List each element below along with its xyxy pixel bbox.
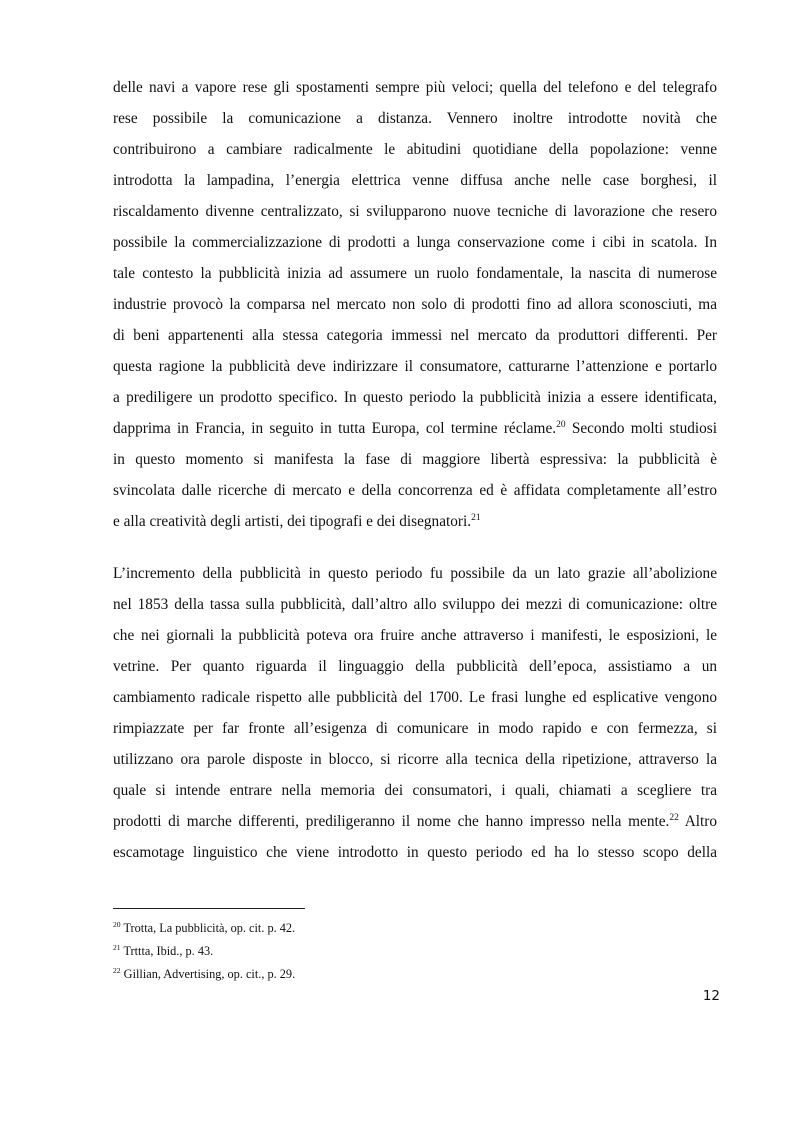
text-segment: prodotti di marche differenti, prediligeranno il nome che hanno impresso nella mente.	[113, 813, 670, 830]
text-line	[113, 811, 717, 833]
text-line: che nei giornali la pubblicità poteva ora fruire anche attraverso i manifesti, le esposizioni, le	[113, 627, 717, 644]
text-segment: Altro	[678, 813, 717, 830]
footnote-22	[113, 966, 295, 982]
text-segment: e alla creatività degli artisti, dei tipografi e dei disegnatori.	[113, 513, 472, 530]
text-line: possibile la commercializzazione di prodotti a lunga conservazione come i cibi in scatola. In	[113, 234, 717, 251]
footnote-number: 21	[113, 942, 121, 952]
footnote-ref-20[interactable]: 20	[556, 419, 566, 430]
text-segment: Secondo molti studiosi	[565, 420, 717, 437]
footnote-21	[113, 943, 213, 959]
text-line: contribuirono a cambiare radicalmente le abitudini quotidiane della popolazione: venne	[113, 141, 717, 158]
text-line: rese possibile la comunicazione a distanza. Vennero inoltre introdotte novità che	[113, 110, 717, 127]
text-segment: dapprima in Francia, in seguito in tutta Europa, col termine réclame.	[113, 420, 557, 437]
footnote-text: Trttta, Ibid., p. 43.	[120, 944, 214, 958]
text-line	[113, 511, 717, 533]
footnote-number: 22	[113, 965, 121, 975]
text-line: industrie provocò la comparsa nel mercato non solo di prodotti fino ad allora sconosciuti, ma	[113, 296, 717, 313]
footnote-20	[113, 920, 295, 936]
text-line: svincolata dalle ricerche di mercato e della concorrenza ed è affidata completamente all’estro	[113, 482, 717, 499]
page-number: 12	[702, 988, 720, 1004]
text-line: escamotage linguistico che viene introdotto in questo periodo ed ha lo stesso scopo della	[113, 844, 717, 861]
text-line: utilizzano ora parole disposte in blocco, si ricorre alla tecnica della ripetizione, attraverso la	[113, 751, 717, 768]
text-line: di beni appartenenti alla stessa categoria immessi nel mercato da produttori differenti. Per	[113, 327, 717, 344]
footnote-ref-21[interactable]: 21	[471, 512, 481, 523]
footnote-text: Trotta, La pubblicità, op. cit. p. 42.	[120, 921, 296, 935]
text-line: L’incremento della pubblicità in questo periodo fu possibile da un lato grazie all’abolizione	[113, 565, 717, 582]
footnote-text: Gillian, Advertising, op. cit., p. 29.	[120, 967, 296, 981]
footnote-number: 20	[113, 919, 121, 929]
text-line: cambiamento radicale rispetto alle pubblicità del 1700. Le frasi lunghe ed esplicative vengono	[113, 689, 717, 706]
footnote-separator	[113, 908, 305, 909]
text-line: introdotta la lampadina, l’energia elettrica venne diffusa anche nelle case borghesi, il	[113, 172, 717, 189]
text-line: nel 1853 della tassa sulla pubblicità, dall’altro allo sviluppo dei mezzi di comunicazione: oltre	[113, 596, 717, 613]
text-line: questa ragione la pubblicità deve indirizzare il consumatore, catturarne l’attenzione e portarlo	[113, 358, 717, 375]
text-line: vetrine. Per quanto riguarda il linguaggio della pubblicità dell’epoca, assistiamo a un	[113, 658, 717, 675]
text-line: in questo momento si manifesta la fase di maggiore libertà espressiva: la pubblicità è	[113, 451, 717, 468]
text-line: a prediligere un prodotto specifico. In questo periodo la pubblicità inizia a essere identificata,	[113, 389, 717, 406]
text-line: quale si intende entrare nella memoria dei consumatori, i quali, chiamati a scegliere tra	[113, 782, 717, 799]
text-line: delle navi a vapore rese gli spostamenti sempre più veloci; quella del telefono e del telegrafo	[113, 79, 717, 96]
text-line: tale contesto la pubblicità inizia ad assumere un ruolo fondamentale, la nascita di numerose	[113, 265, 717, 282]
text-line: riscaldamento divenne centralizzato, si svilupparono nuove tecniche di lavorazione che resero	[113, 203, 717, 220]
text-line: rimpiazzate per far fronte all’esigenza di comunicare in modo rapido e con fermezza, si	[113, 720, 717, 737]
footnote-ref-22[interactable]: 22	[669, 812, 679, 823]
text-line	[113, 418, 717, 440]
